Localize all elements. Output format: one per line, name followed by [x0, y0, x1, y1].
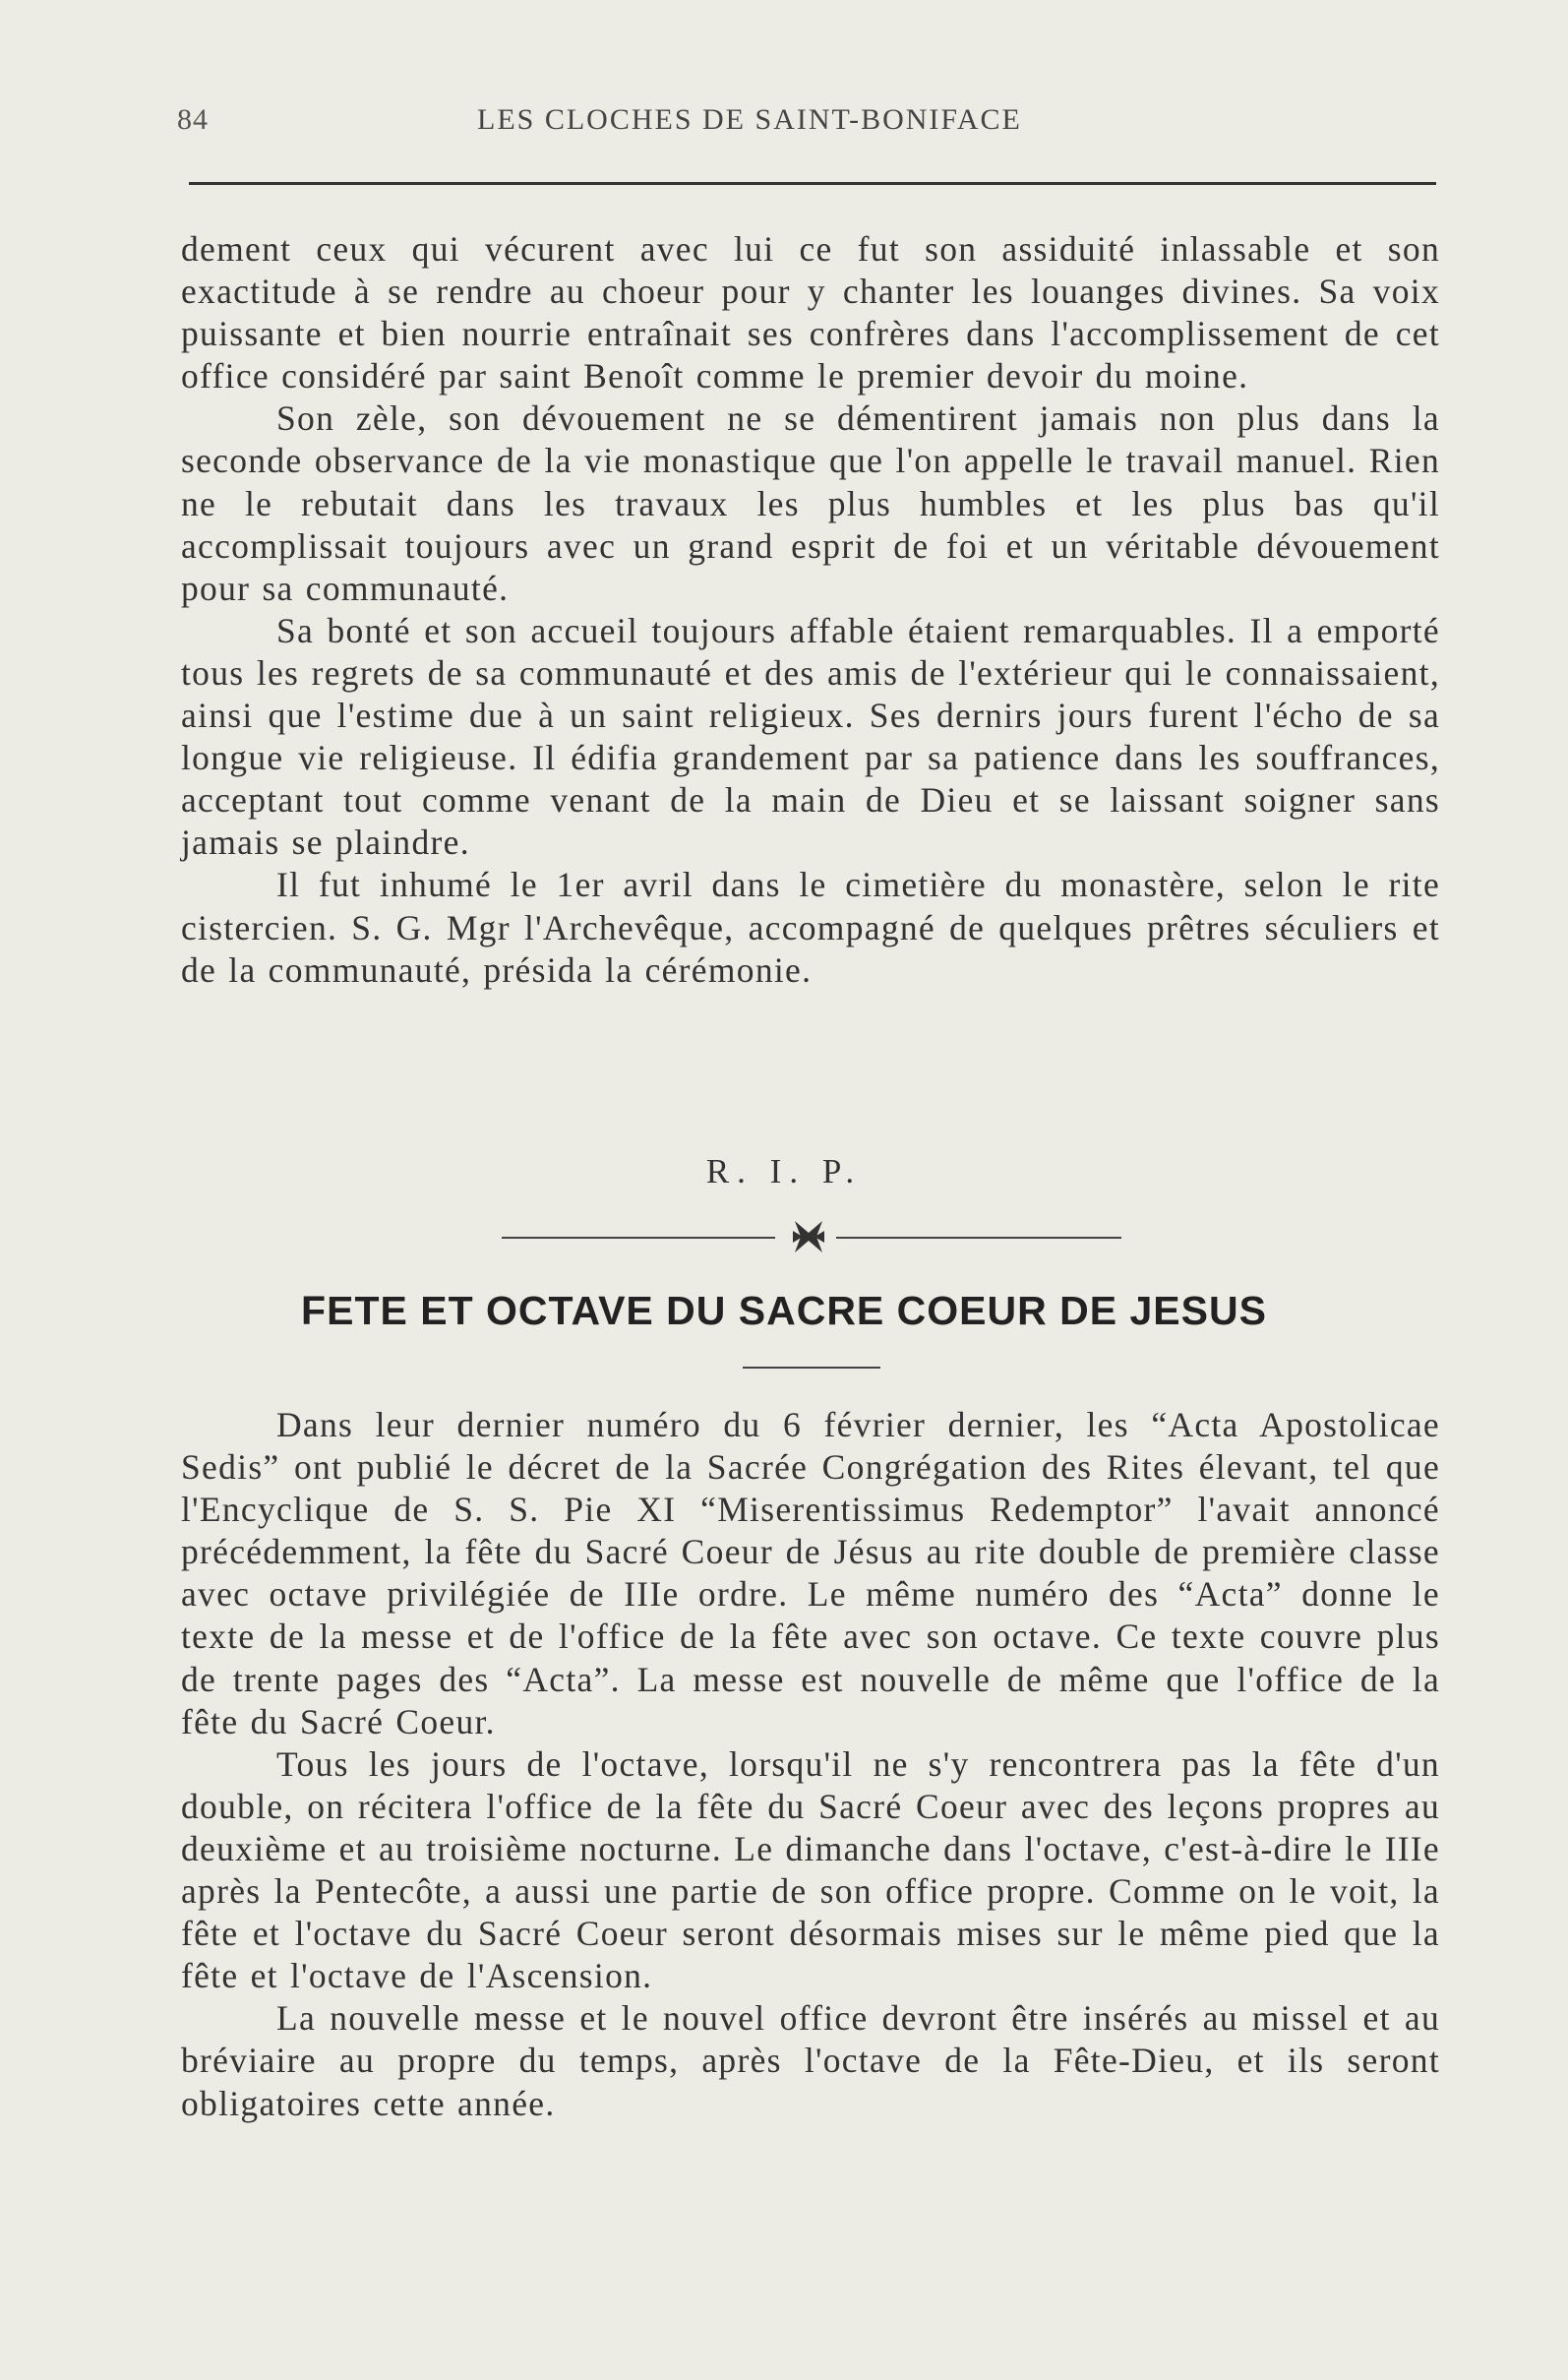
paragraph: Dans leur dernier numéro du 6 février dernier, les “Acta Apostolicae Sedis” ont publié le décret de la Sacrée Congrégation des Rites élevant, tel que l'Encyclique de S. S. Pie XI “Miserentissimus Redemptor” l'avait annoncé précédemment, la fête du Sacré Coeur de Jésus au rite double de première classe avec octave privilégiée de IIIe ordre. Le même numéro des “Acta” donne le texte de la messe et de l'office de la fête avec son octave. Ce texte couvre plus de trente pages des “Acta”. La messe est nouvelle de même que l'office de la fête du Sacré Coeur.: [181, 1405, 1440, 1741]
section-divider: [502, 1217, 1121, 1256]
page-number: 84: [177, 103, 209, 136]
paragraph: dement ceux qui vécurent avec lui ce fut son assiduité inlassable et son exactitude à se rendre au choeur pour y chanter les louanges divines. Sa voix puissante et bien nourrie entraînait ses confrères dans l'accomplissement de cet office considéré par saint Benoît comme le premier devoir du moine.: [181, 229, 1440, 397]
obituary-text: [181, 228, 1440, 992]
section-title: FETE ET OCTAVE DU SACRE COEUR DE JESUS: [301, 1288, 1267, 1333]
paragraph: La nouvelle messe et le nouvel office devront être insérés au missel et au bréviaire au propre du temps, après l'octave de la Fête-Dieu, et ils seront obligatoires cette année.: [181, 1998, 1440, 2123]
paragraph: Sa bonté et son accueil toujours affable étaient remarquables. Il a emporté tous les regrets de sa communauté et des amis de l'extérieur qui le connaissaient, ainsi que l'estime due à un saint religieux. Ses dernirs jours furent l'écho de sa longue vie religieuse. Il édifia grandement par sa patience dans les souffrances, acceptant tout comme venant de la main de Dieu et se laissant soigner sans jamais se plaindre.: [181, 610, 1440, 863]
divider-line-left: [502, 1237, 775, 1239]
paragraph: Il fut inhumé le 1er avril dans le cimetière du monastère, selon le rite cistercien. S. G. Mgr l'Archevêque, accompagné de quelques prêtres séculiers et de la communauté, présida la cérémonie.: [181, 865, 1440, 990]
maltese-cross-icon: [789, 1217, 828, 1256]
paragraph: Son zèle, son dévouement ne se démentirent jamais non plus dans la seconde observance de la vie monastique que l'on appelle le travail manuel. Rien ne le rebutait dans les travaux les plus humbles et les plus bas qu'il accomplissait toujours avec un grand esprit de foi et un véritable dévouement pour sa communauté.: [181, 398, 1440, 608]
page-header: [177, 103, 1436, 143]
article-text: [181, 1404, 1440, 2125]
divider-line-right: [836, 1237, 1121, 1239]
title-underline: [743, 1367, 880, 1369]
header-rule: [189, 182, 1436, 185]
rip-text: R. I. P.: [705, 1152, 863, 1190]
running-title: LES CLOCHES DE SAINT-BONIFACE: [477, 103, 1022, 136]
paragraph: Tous les jours de l'octave, lorsqu'il ne s'y rencontrera pas la fête d'un double, on récitera l'office de la fête du Sacré Coeur avec des leçons propres au deuxième et au troisième nocturne. Le dimanche dans l'octave, c'est-à-dire le IIIe après la Pentecôte, a aussi une partie de son office propre. Comme on le voit, la fête et l'octave du Sacré Coeur seront désormais mises sur le même pied que la fête et l'octave de l'Ascension.: [181, 1743, 1440, 1996]
